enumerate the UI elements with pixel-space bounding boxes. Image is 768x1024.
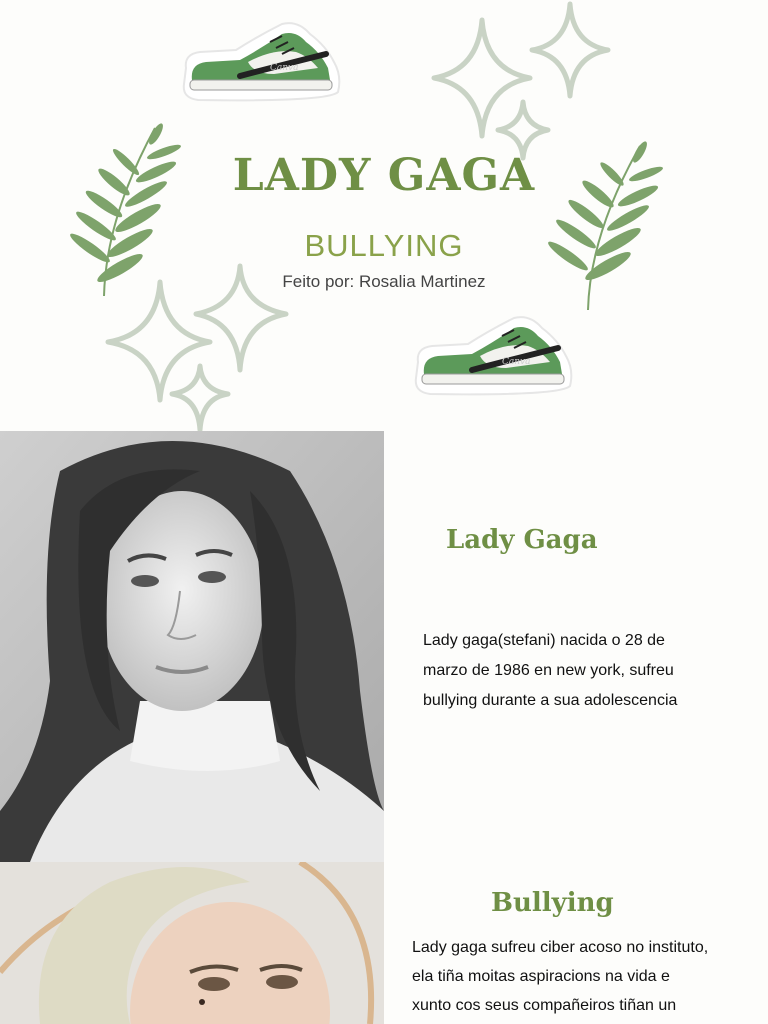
fern-leaf-left <box>60 118 190 298</box>
text-line: bullying durante a sua adolescencia <box>423 692 678 709</box>
text-line: Lady gaga(stefani) nacida o 28 de <box>423 632 665 649</box>
page-title: LADY GAGA <box>232 150 536 201</box>
sparkle-icon <box>172 366 228 430</box>
text-line: xunto cos seus compañeiros tiñan un <box>412 997 677 1014</box>
author-credit: Feito por: Rosalia Martinez <box>282 272 486 291</box>
canva-watermark: Canva <box>270 63 299 73</box>
portrait-photo-color <box>0 862 384 1024</box>
section-heading-lady-gaga: Lady Gaga <box>446 525 598 555</box>
canva-watermark: Canva <box>502 357 531 367</box>
text-line: marzo de 1986 en new york, sufreu <box>423 662 674 679</box>
sneaker-icon <box>410 310 578 400</box>
sneaker-icon <box>178 18 346 104</box>
section-heading-bullying: Bullying <box>491 888 614 918</box>
text-line: Lady gaga sufreu ciber acoso no instituto, <box>412 939 709 956</box>
portrait-photo-bw <box>0 431 384 862</box>
text-line: ela tiña moitas aspiracions na vida e <box>412 968 670 985</box>
sparkle-icon <box>532 4 608 96</box>
section-text-lady-gaga <box>423 626 763 716</box>
page-subtitle: BULLYING <box>304 228 464 263</box>
section-text-bullying <box>412 933 768 1020</box>
